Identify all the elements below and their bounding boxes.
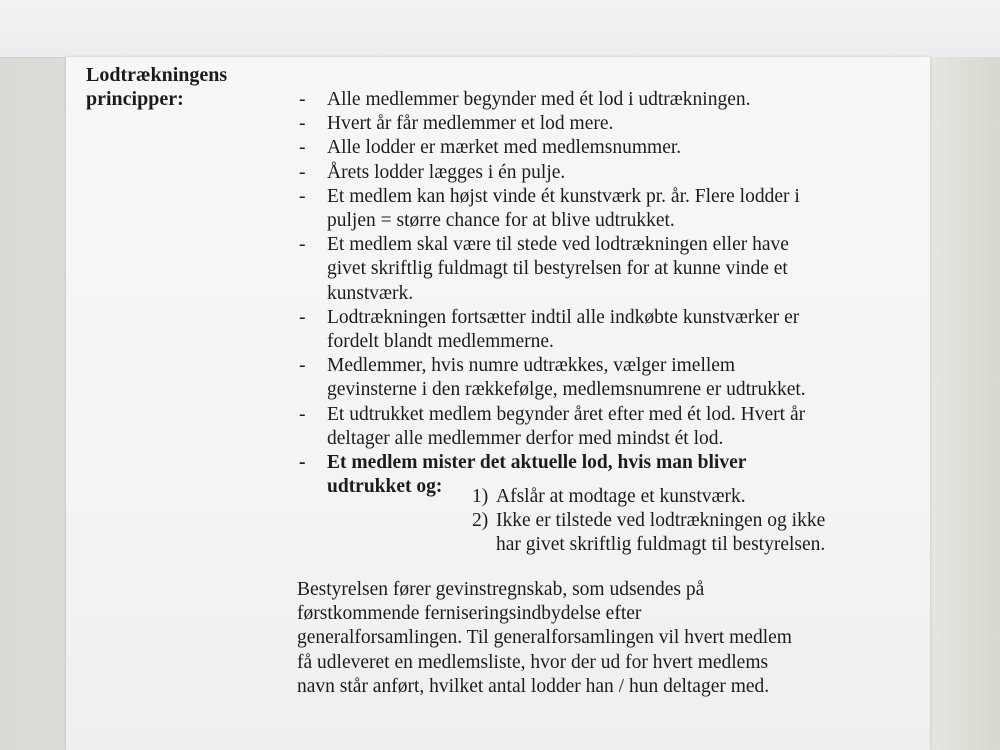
- list-item-line: Årets lodder lægges i én pulje.: [327, 161, 566, 183]
- list-item: [297, 88, 897, 112]
- list-item-line: Lodtrækningen fortsætter indtil alle indkøbte kunstværker er: [327, 306, 800, 328]
- dash-marker: -: [299, 89, 306, 110]
- accounting-paragraph: [297, 578, 857, 699]
- paragraph-line: få udleveret en medlemsliste, hvor der ud for hvert medlems: [297, 651, 769, 673]
- list-item-line: kunstværk.: [327, 282, 414, 304]
- dash-marker: -: [299, 355, 306, 377]
- condition-line: Afslår at modtage et kunstværk.: [496, 486, 746, 507]
- list-item: [297, 233, 897, 306]
- principles-list: [297, 88, 897, 499]
- condition-line: har givet skriftlig fuldmagt til bestyrelsen.: [496, 534, 826, 556]
- list-item: [297, 403, 897, 451]
- list-item-line: gevinsterne i den rækkefølge, medlemsnumrene er udtrukket.: [327, 379, 806, 401]
- condition-item: [472, 509, 892, 557]
- list-item-line: givet skriftlig fuldmagt til bestyrelsen for at kunne vinde et: [327, 258, 788, 280]
- dash-marker: -: [299, 452, 306, 474]
- list-item: [297, 185, 897, 233]
- list-item-line: Et medlem kan højst vinde ét kunstværk pr. år. Flere lodder i: [327, 185, 800, 207]
- dash-marker: -: [299, 137, 306, 159]
- dash-marker: -: [299, 113, 306, 135]
- list-item-line: fordelt blandt medlemmerne.: [327, 331, 554, 353]
- condition-number: 2): [472, 510, 489, 531]
- paragraph-line: generalforsamlingen. Til generalforsamlingen vil hvert medlem: [297, 627, 792, 649]
- list-item-line: Medlemmer, hvis numre udtrækkes, vælger imellem: [327, 355, 736, 377]
- condition-number: 1): [472, 486, 489, 507]
- condition-item: [472, 485, 892, 509]
- dash-marker: -: [299, 234, 306, 256]
- right-background-edge: [930, 57, 1000, 750]
- top-paper-sheet: [0, 0, 1000, 58]
- list-item: [297, 112, 897, 136]
- condition-line: Ikke er tilstede ved lodtrækningen og ikke: [496, 510, 826, 531]
- list-item-line: Alle medlemmer begynder med ét lod i udtrækningen.: [327, 89, 751, 110]
- paragraph-line: Bestyrelsen fører gevinstregnskab, som udsendes på: [297, 579, 705, 600]
- bold-item-line: Et medlem mister det aktuelle lod, hvis man bliver: [327, 452, 747, 474]
- dash-marker: -: [299, 306, 306, 328]
- list-item: [297, 306, 897, 354]
- list-item: [297, 161, 897, 185]
- section-heading: [86, 63, 286, 111]
- list-item-line: deltager alle medlemmer derfor med mindst ét lod.: [327, 427, 724, 449]
- list-item-line: Alle lodder er mærket med medlemsnummer.: [327, 137, 682, 159]
- dash-marker: -: [299, 403, 306, 425]
- list-item-line: Et medlem skal være til stede ved lodtrækningen eller have: [327, 234, 789, 256]
- list-item-line: Et udtrukket medlem begynder året efter med ét lod. Hvert år: [327, 403, 806, 425]
- paragraph-line: førstkommende ferniseringsindbydelse efter: [297, 603, 642, 625]
- paragraph-line: navn står anført, hvilket antal lodder han / hun deltager med.: [297, 675, 770, 697]
- dash-marker: -: [299, 161, 306, 183]
- list-item: [297, 136, 897, 160]
- heading-line-2: principper:: [86, 88, 184, 110]
- bold-item-line: udtrukket og:: [327, 476, 443, 498]
- list-item: [297, 354, 897, 402]
- dash-marker: -: [299, 185, 306, 207]
- list-item-line: puljen = større chance for at blive udtrukket.: [327, 210, 675, 232]
- list-item-line: Hvert år får medlemmer et lod mere.: [327, 113, 614, 135]
- heading-line-1: Lodtrækningens: [86, 64, 228, 86]
